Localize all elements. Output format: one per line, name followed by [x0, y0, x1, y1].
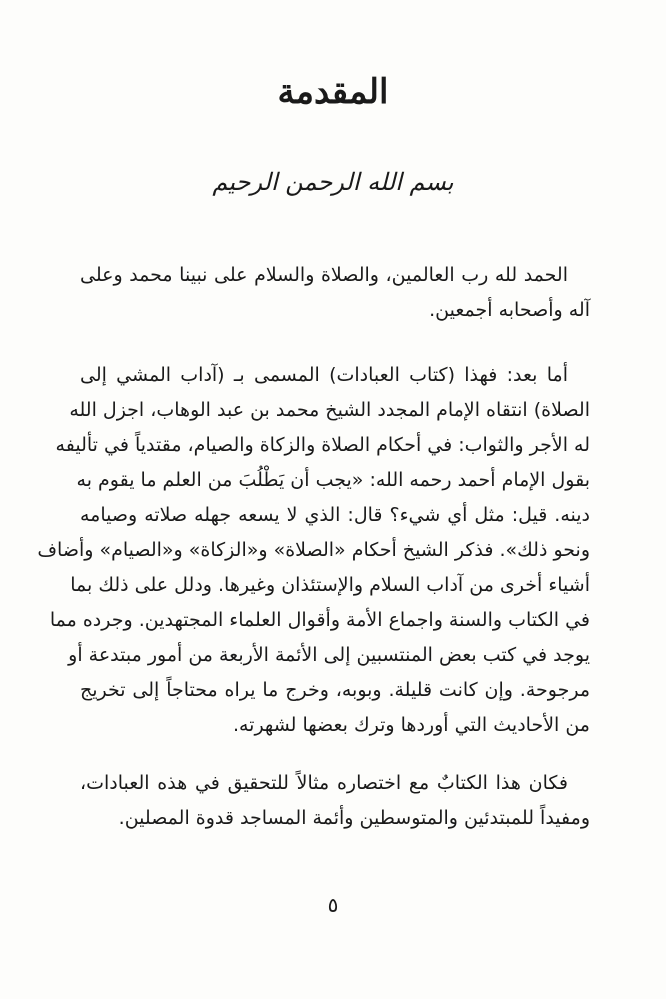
- text-line: آله وأصحابه أجمعين.: [429, 299, 590, 321]
- page-title: المقدمة: [277, 72, 389, 112]
- paragraph-opening: [80, 258, 590, 328]
- paragraph-closing: [80, 766, 590, 836]
- text-line: ومفيداً للمبتدئين والمتوسطين وأئمة المساجد قدوة المصلين.: [118, 807, 590, 829]
- text-line: من الأحاديث التي أوردها وترك بعضها لشهرته.: [232, 714, 590, 736]
- text-line: بقول الإمام أحمد رحمه الله: «يجب أن يَطْلُبَ من العلم ما يقوم به: [76, 469, 590, 491]
- text-line: له الأجر والثواب: في أحكام الصلاة والزكاة والصيام، مقتدياً في تأليفه: [55, 434, 590, 456]
- text-line: أشياء أخرى من آداب السلام والإستئذان وغيرها. ودلل على ذلك بما: [70, 574, 590, 596]
- text-line: دينه. قيل: مثل أي شيء؟ قال: الذي لا يسعه جهله صلاته وصيامه: [80, 504, 590, 526]
- text-line: فكان هذا الكتابٌ مع اختصاره مثالاً للتحقيق في هذه العبادات،: [80, 772, 568, 794]
- page-number: ٥: [327, 893, 339, 917]
- text-line: مرجوحة. وإن كانت قليلة. وبوبه، وخرج ما يراه محتاجاً إلى تخريج: [80, 679, 590, 701]
- text-line: أما بعد: فهذا (كتاب العبادات) المسمى بـ (آداب المشي إلى: [80, 364, 568, 386]
- text-line: الحمد لله رب العالمين، والصلاة والسلام على نبينا محمد وعلى: [80, 264, 568, 286]
- basmala-heading: بسم الله الرحمن الرحيم: [212, 168, 454, 196]
- text-line: ونحو ذلك». فذكر الشيخ أحكام «الصلاة» و«الزكاة» و«الصيام» وأضاف: [37, 539, 590, 561]
- text-line: الصلاة) انتقاه الإمام المجدد الشيخ محمد بن عبد الوهاب، اجزل الله: [69, 399, 590, 421]
- text-line: يوجد في كتب بعض المنتسبين إلى الأئمة الأربعة من أمور مبتدعة أو: [68, 644, 590, 666]
- text-line: في الكتاب والسنة واجماع الأمة وأقوال العلماء المجتهدين. وجرده مما: [49, 609, 590, 631]
- paragraph-main: [37, 358, 590, 743]
